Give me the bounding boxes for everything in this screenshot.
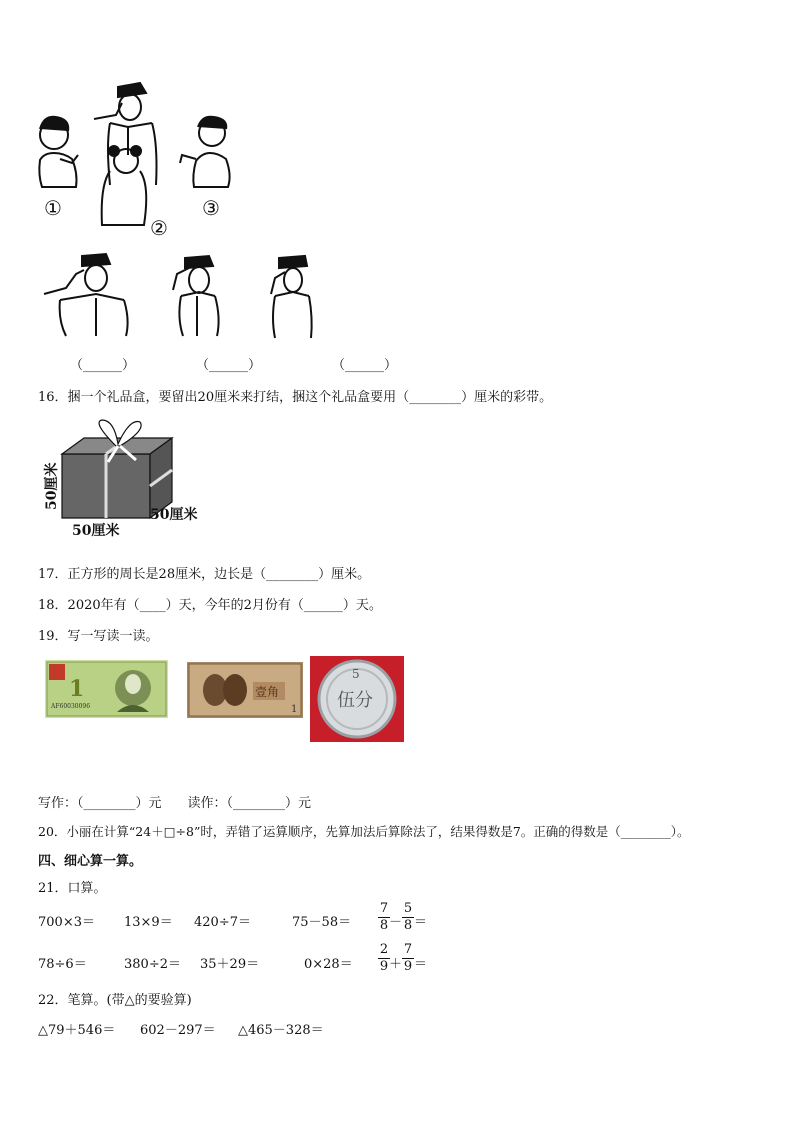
banknote2-label: 壹角 xyxy=(255,685,280,699)
section-4-title: 四、细心算一算。 xyxy=(38,854,143,869)
calc-0x28: 0×28＝ xyxy=(304,957,353,972)
banknote2-corner: 1 xyxy=(291,704,298,715)
salute-blank-1[interactable]: （______） xyxy=(70,358,136,373)
calc-700x3: 700×3＝ xyxy=(38,915,95,930)
banknote-corner-value: 1 xyxy=(69,676,85,702)
question-21-title: 21．口算。 xyxy=(38,881,107,896)
box-height-label: 50厘米 xyxy=(44,462,60,510)
box-depth-label: 50厘米 xyxy=(150,507,198,523)
coin-value: 5 xyxy=(352,667,360,681)
calc-75-58: 75－58＝ xyxy=(292,915,352,930)
fraction-2-9: $\frac{2}{9}$ xyxy=(379,942,389,974)
question-18: 18．2020年有（____）天，今年的2月份有（______）天。 xyxy=(38,598,382,613)
one-jiao-banknote-image xyxy=(187,662,303,718)
question-16: 16．捆一个礼品盒，要留出20厘米来打结，捆这个礼品盒要用（________）厘米的彩带。 xyxy=(38,390,553,405)
written-calc-1: △79＋546＝ xyxy=(38,1023,116,1038)
question-22-title: 22．笔算。(带△的要验算) xyxy=(38,993,192,1008)
fraction-op-plus: ＋ xyxy=(389,957,403,972)
calc-420div7: 420÷7＝ xyxy=(194,915,251,930)
fraction-eq-1: ＝ xyxy=(414,915,428,930)
banknote-serial: AF60030096 xyxy=(51,703,91,710)
calc-380div2: 380÷2＝ xyxy=(124,957,181,972)
one-yuan-banknote-image xyxy=(45,660,168,718)
written-calc-3: △465－328＝ xyxy=(238,1023,324,1038)
fraction-7-9: $\frac{7}{9}$ xyxy=(403,942,413,974)
fraction-eq-2: ＝ xyxy=(414,957,428,972)
fraction-op-minus: － xyxy=(389,915,403,930)
question-20: 20．小丽在计算“24＋□÷8”时，弄错了运算顺序，先算加法后算除法了，结果得数是7。正确的得数是（________）。 xyxy=(38,824,690,839)
salute-figure-1 xyxy=(40,250,135,340)
written-calc-2: 602－297＝ xyxy=(140,1023,216,1038)
fraction-5-8: $\frac{5}{8}$ xyxy=(403,901,413,933)
label-2: ② xyxy=(150,216,168,240)
label-1: ① xyxy=(44,196,62,220)
box-width-label: 50厘米 xyxy=(72,523,120,539)
salute-blank-3[interactable]: （______） xyxy=(332,358,398,373)
salute-figure-2 xyxy=(165,250,235,340)
saluting-scene-illustration xyxy=(30,75,250,240)
question-19-answer: 写作：（________）元 读作：（________）元 xyxy=(38,796,312,811)
question-19: 19．写一写读一读。 xyxy=(38,629,159,644)
salute-blank-2[interactable]: （______） xyxy=(196,358,262,373)
gift-box-figure xyxy=(40,418,210,543)
coin-label: 伍分 xyxy=(337,690,373,711)
calc-35plus29: 35＋29＝ xyxy=(200,957,260,972)
five-fen-coin-image xyxy=(310,656,404,742)
question-17: 17．正方形的周长是28厘米，边长是（________）厘米。 xyxy=(38,567,371,582)
calc-78div6: 78÷6＝ xyxy=(38,957,87,972)
calc-13x9: 13×9＝ xyxy=(124,915,173,930)
label-3: ③ xyxy=(202,196,220,220)
fraction-7-8: $\frac{7}{8}$ xyxy=(379,901,389,933)
salute-figure-3 xyxy=(265,250,325,340)
